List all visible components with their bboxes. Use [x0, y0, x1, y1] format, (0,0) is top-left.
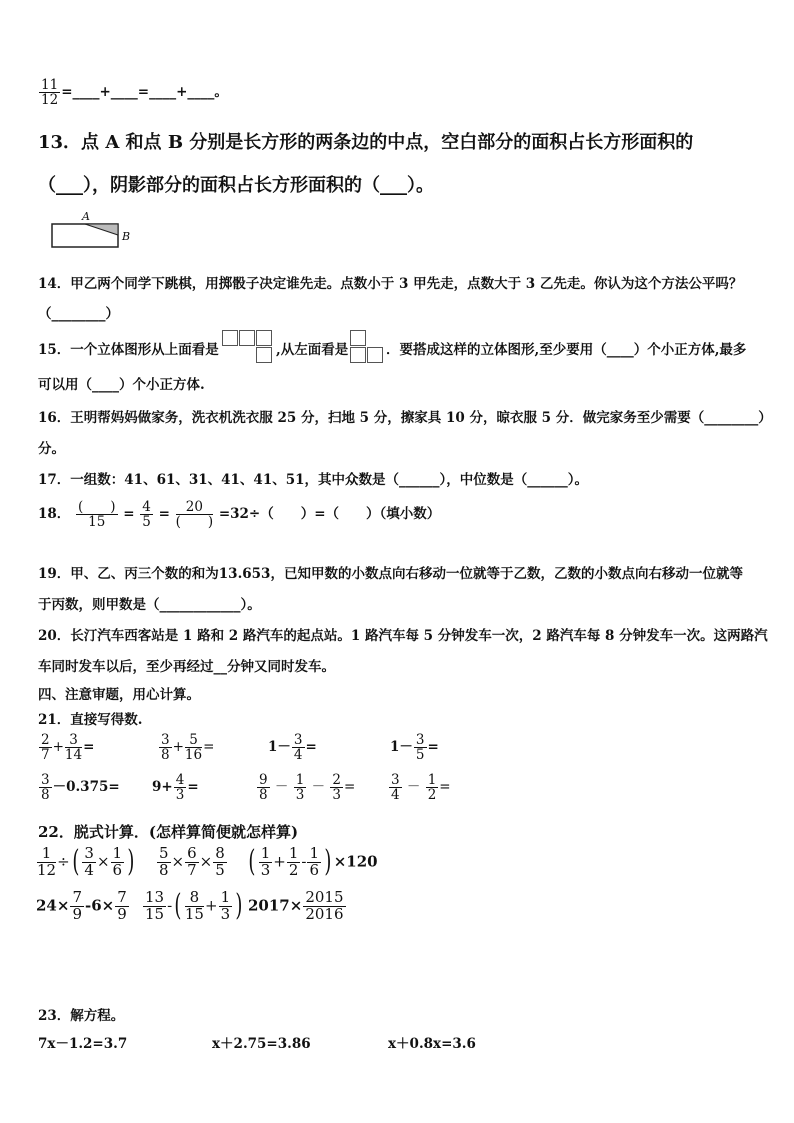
q21-r2c2: 9+ $\frac{4}{3}$ =: [152, 772, 199, 804]
fraction: $\frac{11}{12}$: [41, 77, 59, 109]
q21-r2c4: $\frac{3}{4}$ － $\frac{1}{2}$ =: [391, 772, 451, 804]
q20-line2: 车同时发车以后，至少再经过__分钟又同时发车。: [38, 659, 335, 675]
q21-r1c1: $\frac{2}{7}$ + $\frac{3}{14}$ =: [41, 732, 95, 764]
q19-line1: 19．甲、乙、丙三个数的和为13.653，已知甲数的小数点向右移动一位就等于乙数，乙数的小数点向右移动一位就等: [38, 566, 743, 582]
q21-r1c2: $\frac{3}{8}$ + $\frac{5}{16}$ =: [161, 732, 215, 764]
top-view-figure: [222, 330, 274, 364]
q13-line2: （___），阴影部分的面积占长方形面积的（___）。: [38, 175, 434, 196]
q23-title: 23．解方程。: [38, 1008, 125, 1024]
q20-line1: 20．长汀汽车西客站是 1 路和 2 路汽车的起点站。1 路汽车每 5 分钟发车一次，2 路汽车每 8 分钟发车一次。这两路汽: [38, 628, 768, 644]
q14-line2: （________）: [38, 306, 119, 322]
q15-p2: ,从左面看是: [276, 342, 349, 358]
q21-r1c3: 1－ $\frac{3}{4}$ =: [268, 732, 317, 764]
q21-title: 21．直接写得数.: [38, 712, 143, 728]
q15-p1: 15．一个立体图形从上面看是: [38, 342, 219, 358]
q14-line1: 14．甲乙两个同学下跳棋，用掷骰子决定谁先走。点数小于 3 甲先走，点数大于 3 乙先走。你认为这个方法公平吗？: [38, 276, 743, 292]
q16-line1: 16．王明帮妈妈做家务，洗衣机洗衣服 25 分，扫地 5 分，擦家具 10 分，晾衣服 5 分．做完家务至少需要（________）: [38, 410, 772, 426]
q22-e1: $\frac{1}{12}$ ÷( $\frac{3}{4}$ × $\frac{1}{6}$ ): [37, 844, 135, 880]
q13-line1: 13．点 A 和点 B 分别是长方形的两条边的中点，空白部分的面积占长方形面积的: [38, 132, 694, 153]
label-a: A: [82, 210, 90, 223]
q23-eq3: x＋0.8x=3.6: [388, 1036, 476, 1052]
q22-title: 22．脱式计算．(怎样算简便就怎样算): [38, 823, 299, 841]
q22-e3: ( $\frac{1}{3}$ + $\frac{1}{2}$ - $\frac{1}{6}$ ) ×120: [248, 844, 378, 880]
q15-line2: 可以用（____）个小正方体.: [38, 377, 205, 393]
q15-p3: ．要搭成这样的立体图形,至少要用（____）个小正方体,最多: [386, 342, 747, 358]
q17: 17．一组数：41、61、31、41、41、51，其中众数是（______），中位数是（______）。: [38, 472, 589, 488]
q22-e4: 24× $\frac{7}{9}$ -6× $\frac{7}{9}$: [36, 888, 127, 923]
q13-rectangle-figure: [50, 212, 230, 252]
left-view-figure: [350, 330, 386, 364]
top-fraction-line: $\frac{11}{12}$ =____+____=____+____。: [41, 77, 228, 109]
q21-r2c3: $\frac{9}{8}$ － $\frac{1}{3}$ － $\frac{2}{3}$ =: [259, 772, 356, 804]
q22-e5: $\frac{13}{15}$ -( $\frac{8}{15}$ + $\frac{1}{3}$ ): [145, 888, 243, 924]
section-4-heading: 四、注意审题，用心计算。: [38, 687, 200, 703]
q22-e6: 2017× $\frac{2015}{2016}$: [248, 888, 344, 923]
q21-r1c4: 1－ $\frac{3}{5}$ =: [390, 732, 439, 764]
q21-r2c1: $\frac{3}{8}$ －0.375=: [41, 772, 120, 804]
q23-eq1: 7x－1.2=3.7: [38, 1036, 128, 1052]
q16-line2: 分。: [38, 441, 65, 457]
label-b: B: [122, 230, 131, 243]
q22-e2: $\frac{5}{8}$ × $\frac{6}{7}$ × $\frac{8}{5}$: [159, 844, 225, 879]
q18: 18． $\frac{( )}{15}$ = $\frac{4}{5}$ = $\frac{20}{( )}$ =32÷（ ）=（ ）（填小数）: [38, 499, 441, 531]
q19-line2: 于丙数，则甲数是（____________）。: [38, 597, 261, 613]
q23-eq2: x＋2.75=3.86: [212, 1036, 311, 1052]
